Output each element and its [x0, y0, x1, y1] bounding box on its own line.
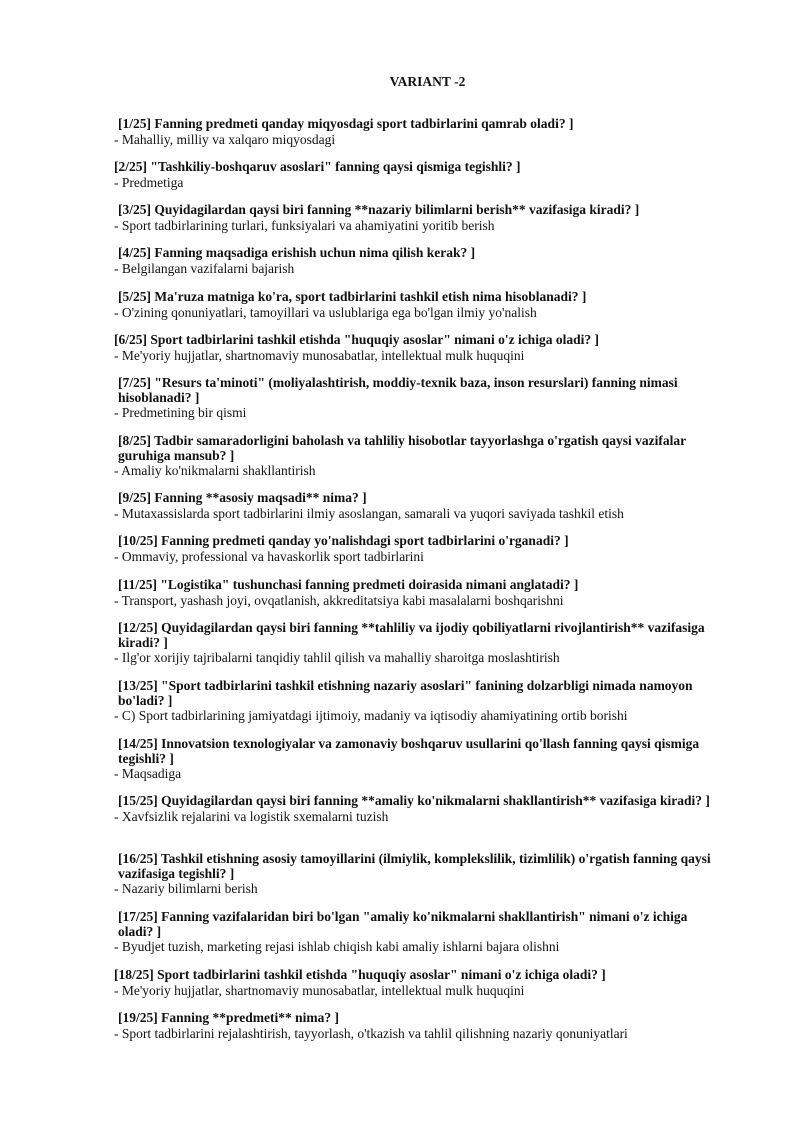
answer-text: - Ommaviy, professional va havaskorlik sport tadbirlarini	[114, 548, 424, 564]
question-block	[114, 794, 714, 824]
question-text: [3/25] Quyidagilardan qaysi biri fanning **nazariy bilimlarni berish** vazifasiga kiradi? ]	[118, 202, 640, 217]
answer-text: - Sport tadbirlarining turlari, funksiyalari va ahamiyatini yoritib berish	[114, 217, 495, 233]
question-text: [2/25] "Tashkiliy-boshqaruv asoslari" fanning qaysi qismiga tegishli? ]	[114, 159, 521, 174]
question-block	[114, 246, 714, 276]
question-text: [8/25] Tadbir samaradorligini baholash va tahliliy hisobotlar tayyorlashga o'rgatish qaysi vazifalar guruhiga mansub? ]	[118, 433, 686, 463]
answer-text: - Sport tadbirlarini rejalashtirish, tayyorlash, o'tkazish va tahlil qilishning nazariy qonuniyatlari	[114, 1025, 628, 1041]
answer-text: - Byudjet tuzish, marketing rejasi ishlab chiqish kabi amaliy ishlarni bajara olishni	[114, 939, 560, 954]
question-text: [12/25] Quyidagilardan qaysi biri fanning **tahliliy va ijodiy qobiliyatlarni rivojlantirish** vazifasiga kiradi? ]	[118, 620, 705, 650]
question-text: [9/25] Fanning **asosiy maqsadi** nima? ]	[118, 490, 367, 505]
question-block	[114, 203, 714, 233]
answer-text: - Me'yoriy hujjatlar, shartnomaviy munosabatlar, intellektual mulk huquqini	[114, 982, 525, 998]
answer-text: - C) Sport tadbirlarining jamiyatdagi ijtimoiy, madaniy va iqtisodiy ahamiyatining ortib borishi	[114, 708, 628, 723]
answer-text: - Nazariy bilimlarni berish	[114, 881, 258, 896]
question-text: [19/25] Fanning **predmeti** nima? ]	[118, 1010, 340, 1025]
question-block	[114, 621, 714, 665]
answer-text: - Amaliy ko'nikmalarni shakllantirish	[114, 463, 316, 478]
question-text: [14/25] Innovatsion texnologiyalar va zamonaviy boshqaruv usullarini qo'llash fanning qaysi qismiga tegishli? ]	[118, 736, 700, 766]
answer-text: - Xavfsizlik rejalarini va logistik sxemalarni tuzish	[114, 808, 389, 824]
answer-text: - Mahalliy, milliy va xalqaro miqyosdagi	[114, 131, 336, 147]
question-block	[114, 333, 714, 363]
answer-text: - Transport, yashash joyi, ovqatlanish, akkreditatsiya kabi masalalarni boshqarishni	[114, 592, 564, 608]
question-block	[114, 679, 714, 723]
answer-text: - Ilg'or xorijiy tajribalarni tanqidiy tahlil qilish va mahalliy sharoitga moslashtirish	[114, 650, 560, 665]
question-block	[114, 117, 714, 147]
answer-text: - Predmetining bir qismi	[114, 405, 247, 420]
question-text: [15/25] Quyidagilardan qaysi biri fanning **amaliy ko'nikmalarni shakllantirish** vazifasiga kiradi? ]	[118, 793, 710, 808]
question-text: [18/25] Sport tadbirlarini tashkil etishda "huquqiy asoslar" nimani o'z ichiga oladi? ]	[114, 967, 606, 982]
answer-text: - Belgilangan vazifalarni bajarish	[114, 260, 295, 276]
question-text: [16/25] Tashkil etishning asosiy tamoyillarini (ilmiylik, komplekslilik, tizimlilik) o'rgatish fanning qaysi vazifasiga tegishli? ]	[118, 851, 711, 881]
question-block	[114, 968, 714, 998]
question-block	[114, 578, 714, 608]
answer-text: - Me'yoriy hujjatlar, shartnomaviy munosabatlar, intellektual mulk huquqini	[114, 347, 525, 363]
answer-text: - Maqsadiga	[114, 766, 182, 781]
question-block	[114, 534, 714, 564]
question-block	[114, 434, 714, 478]
question-block	[114, 376, 714, 420]
question-text: [11/25] "Logistika" tushunchasi fanning predmeti doirasida nimani anglatadi? ]	[118, 577, 579, 592]
question-block	[114, 160, 714, 190]
question-text: [1/25] Fanning predmeti qanday miqyosdagi sport tadbirlarini qamrab oladi? ]	[118, 116, 574, 131]
question-block	[114, 910, 714, 954]
question-text: [7/25] "Resurs ta'minoti" (moliyalashtirish, moddiy-texnik baza, inson resurslari) fanning nimasi hisoblanadi? ]	[118, 375, 678, 405]
answer-text: - Mutaxassislarda sport tadbirlarini ilmiy asoslangan, samarali va yuqori saviyada tashkil etish	[114, 505, 624, 521]
question-text: [10/25] Fanning predmeti qanday yo'nalishdagi sport tadbirlarini o'rganadi? ]	[118, 533, 569, 548]
question-text: [17/25] Fanning vazifalaridan biri bo'lgan "amaliy ko'nikmalarni shakllantirish" nimani o'z ichiga oladi? ]	[118, 909, 688, 939]
question-block	[114, 1011, 714, 1041]
question-block	[114, 737, 714, 781]
answer-text: - O'zining qonuniyatlari, tamoyillari va uslublariga ega bo'lgan ilmiy yo'nalish	[114, 304, 537, 320]
question-text: [4/25] Fanning maqsadiga erishish uchun nima qilish kerak? ]	[118, 245, 476, 260]
page-title: VARIANT -2	[389, 74, 466, 89]
question-text: [5/25] Ma'ruza matniga ko'ra, sport tadbirlarini tashkil etish nima hisoblanadi? ]	[118, 289, 587, 304]
question-block	[114, 491, 714, 521]
question-text: [13/25] "Sport tadbirlarini tashkil etishning nazariy asoslari" fanining dolzarbligi nimada namoyon bo'ladi? ]	[118, 678, 693, 708]
question-text: [6/25] Sport tadbirlarini tashkil etishda "huquqiy asoslar" nimani o'z ichiga oladi? ]	[114, 332, 599, 347]
question-block	[114, 290, 714, 320]
question-block	[114, 852, 714, 896]
answer-text: - Predmetiga	[114, 174, 184, 190]
